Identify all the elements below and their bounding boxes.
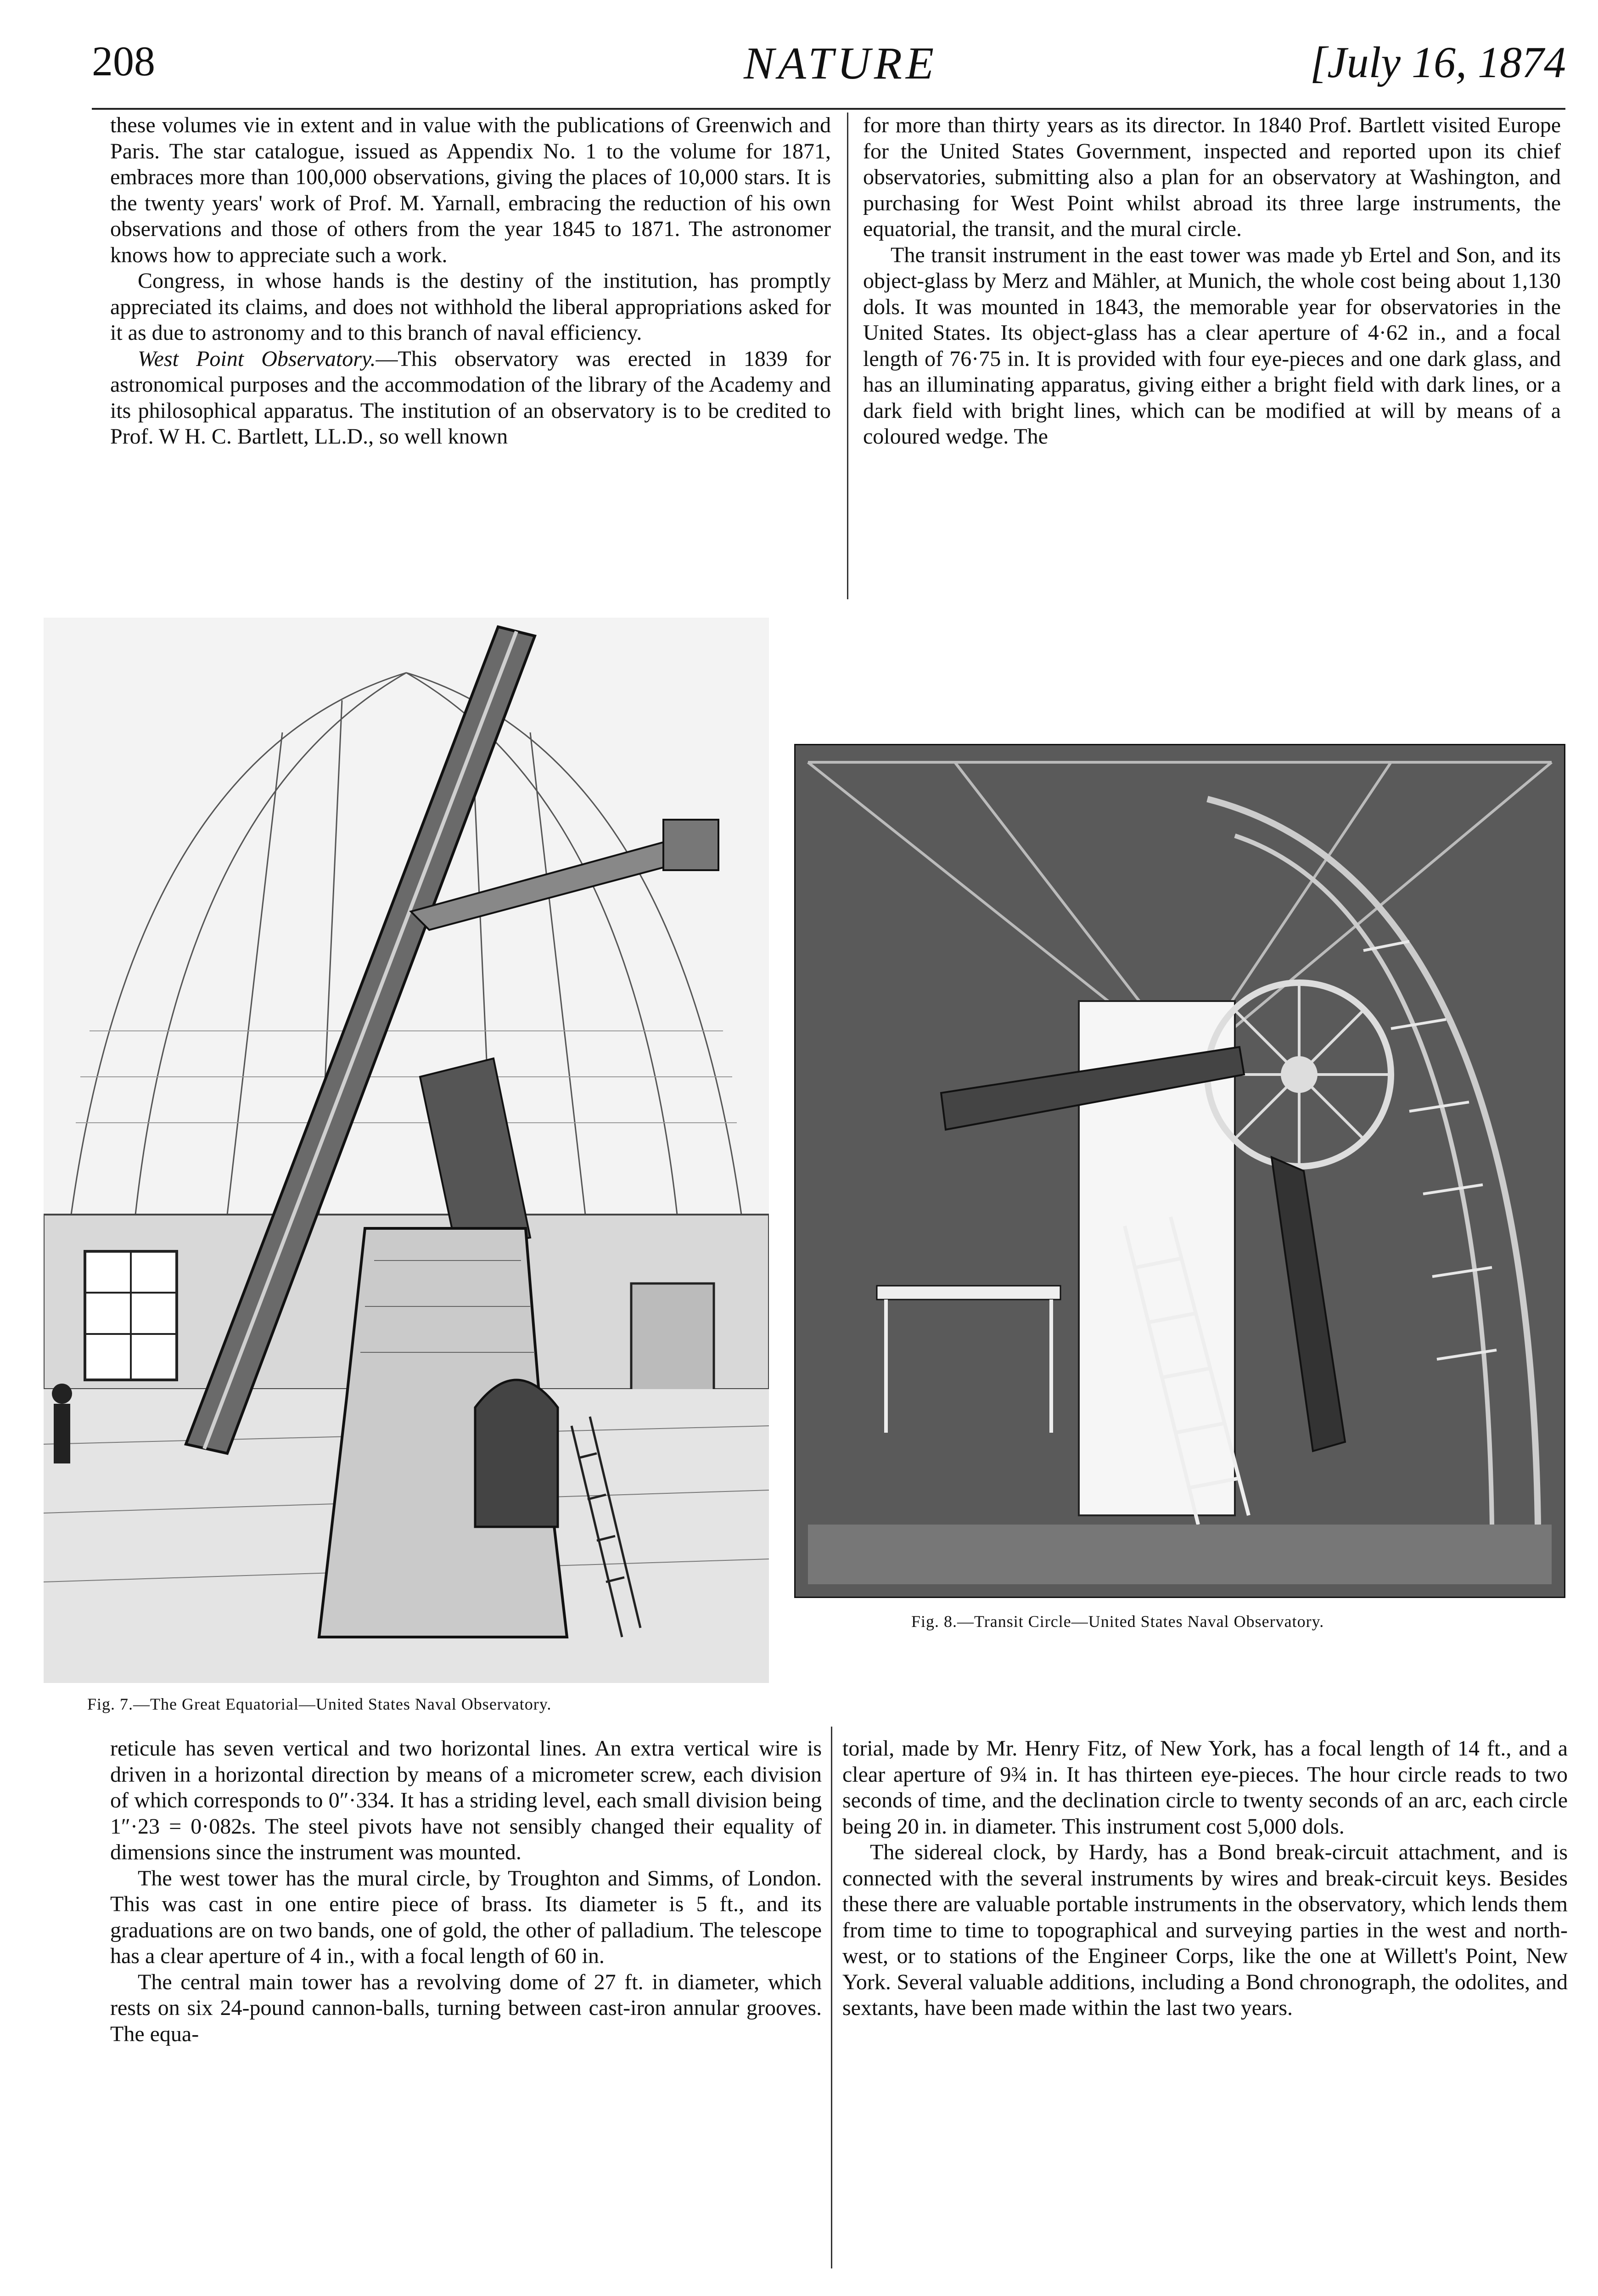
paragraph: these volumes vie in extent and in value with the publications of Greenwich and Paris. The star catalogue, issued as Appendix No. 1 to the volume for 1871, embraces more than 100,000 observations, giving the places of 10,000 stars. It is the twenty years' work of Prof. M. Yarnall, embracing the reduction of his own observations and those of others from the year 1845 to 1871. The astronomer knows how to appreciate such a work.: [110, 113, 831, 267]
column-divider: [847, 113, 848, 599]
paragraph: The sidereal clock, by Hardy, has a Bond break-circuit attachment, and is connected with the several instruments by wires and break-circuit keys. Besides these there are valuable portable instruments in the observatory, which lends them from time to time to topographical and surveying parties in the west and north-west, or to stations of the Engineer Corps, like the one at Willett's Point, New York. Several valuable additions, including a Bond chronograph, the odolites, and sextants, have been made within the last two years.: [842, 1840, 1568, 2020]
paragraph: Congress, in whose hands is the destiny of the institution, has promptly appreciated its claims, and does not withhold the liberal appropriations asked for it as due to astronomy and to this branch of naval efficiency.: [110, 269, 831, 345]
paragraph-text: —This observatory was erected in 1839 for astronomical purposes and the accommodation of the library of the Academy and its philosophical apparatus. The institution of an observatory is to be credited to Prof. W H. C. Bartlett, LL.D., so well known: [110, 346, 831, 449]
bottom-left-column: [110, 1736, 822, 2287]
paragraph: for more than thirty years as its director. In 1840 Prof. Bartlett visited Europe for the United States Government, inspected and reported upon its chief observatories, submitting also a plan for an observatory at Washington, and purchasing for West Point whilst abroad its three large instruments, the equatorial, the transit, and the mural circle.: [863, 113, 1561, 241]
bottom-right-column: [842, 1736, 1568, 2287]
paragraph: The central main tower has a revolving dome of 27 ft. in diameter, which rests on six 24-pound cannon-balls, turning between cast-iron annular grooves. The equa-: [110, 1970, 822, 2046]
journal-title: NATURE: [744, 38, 938, 89]
west-point-paragraph: [110, 346, 831, 450]
paragraph: The transit instrument in the east tower was made yb Ertel and Son, and its object-glass by Merz and Mähler, at Munich, the whole cost being about 1,130 dols. It was mounted in 1843, the memorable year for observatories in the United States. Its object-glass has a clear aperture of 4·62 in., and a focal length of 76·75 in. It is provided with four eye-pieces and one dark glass, and has an illuminating apparatus, giving either a bright field with dark lines, or a dark field with bright lines, which can be modified at will by means of a coloured wedge. The: [863, 242, 1561, 449]
paragraph: reticule has seven vertical and two horizontal lines. An extra vertical wire is driven in a horizontal direction by means of a micrometer screw, each division of which corresponds to 0″·334. It has a striding level, each small division being 1″·23 = 0·082s. The steel pivots have not sensibly changed their equality of dimensions since the instrument was mounted.: [110, 1736, 822, 1864]
header-rule: [92, 108, 1565, 110]
column-divider: [831, 1727, 832, 2268]
fig8-transit-circle-engraving: [794, 744, 1565, 1598]
fig7-caption: Fig. 7.—The Great Equatorial—United States Naval Observatory.: [87, 1695, 552, 1713]
page-header: [0, 28, 1598, 96]
issue-date: [July 16, 1874: [1310, 38, 1566, 87]
page-number: 208: [92, 38, 155, 84]
top-right-column: [863, 113, 1561, 604]
section-heading: West Point Observatory.: [138, 346, 376, 371]
fig7-equatorial-engraving: [44, 618, 769, 1683]
paragraph: torial, made by Mr. Henry Fitz, of New York, has a focal length of 14 ft., and a clear aperture of 9¾ in. It has thirteen eye-pieces. The hour circle reads to two seconds of time, and the declination circle to twenty seconds of an arc, each circle being 20 in. in diameter. This instrument cost 5,000 dols.: [842, 1736, 1568, 1839]
fig8-caption: Fig. 8.—Transit Circle—United States Naval Observatory.: [911, 1612, 1324, 1631]
top-left-column: [110, 113, 831, 604]
paragraph: The west tower has the mural circle, by Troughton and Simms, of London. This was cast in one entire piece of brass. Its diameter is 5 ft., and its graduations are on two bands, one of gold, the other of palladium. The telescope has a clear aperture of 4 in., with a focal length of 60 in.: [110, 1866, 822, 1968]
